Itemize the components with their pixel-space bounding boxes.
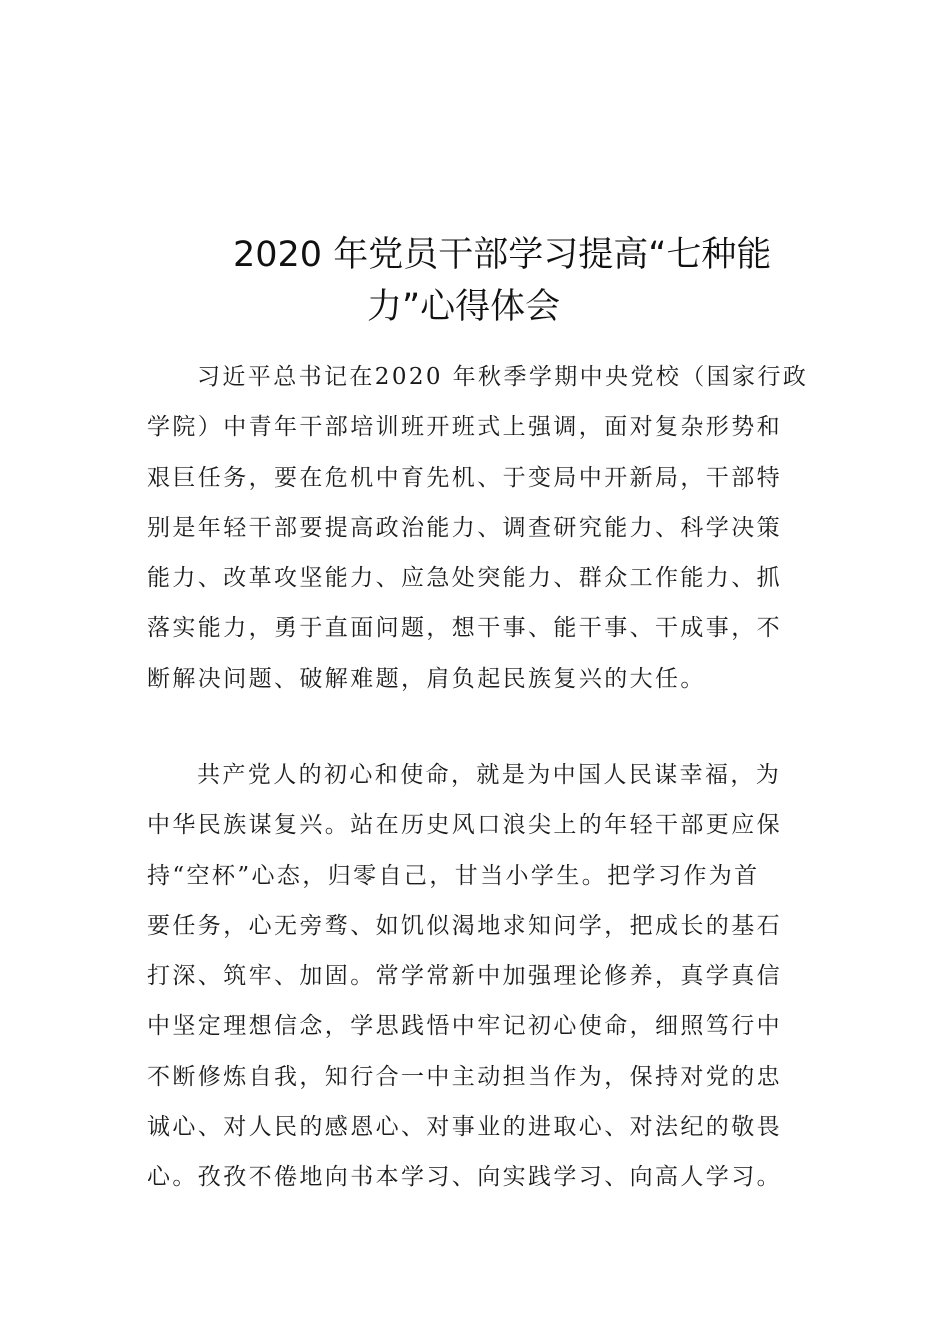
paragraph-line: 艰巨任务，要在危机中育先机、于变局中开新局，干部特	[147, 464, 782, 491]
paragraph-line: 打深、筑牢、加固。常学常新中加强理论修养，真学真信	[147, 963, 782, 990]
paragraph-line: 习近平总书记在2020 年秋季学期中央党校（国家行政	[197, 364, 809, 390]
paragraph-line: 心。孜孜不倦地向书本学习、向实践学习、向高人学习。	[147, 1164, 782, 1191]
paragraph-line: 断解决问题、破解难题，肩负起民族复兴的大任。	[147, 665, 706, 692]
paragraph-line: 中坚定理想信念，学思践悟中牢记初心使命，细照笃行中	[147, 1013, 782, 1040]
paragraph-line: 共产党人的初心和使命，就是为中国人民谋幸福，为	[197, 762, 782, 788]
title-text: 2020 年党员干部学习提高“七种能	[233, 235, 772, 275]
paragraph-line: 诚心、对人民的感恩心、对事业的进取心、对法纪的敬畏	[147, 1114, 782, 1141]
title-text: 力”心得体会	[367, 287, 561, 327]
document-title-line-1	[233, 229, 813, 281]
document-title-line-2	[367, 281, 767, 333]
paragraph-line: 中华民族谋复兴。站在历史风口浪尖上的年轻干部更应保	[147, 812, 782, 839]
paragraph-line: 落实能力，勇于直面问题，想干事、能干事、干成事，不	[147, 615, 782, 642]
paragraph-line: 要任务，心无旁骛、如饥似渴地求知问学，把成长的基石	[147, 912, 782, 939]
paragraph-line: 别是年轻干部要提高政治能力、调查研究能力、科学决策	[147, 514, 782, 541]
paragraph-line: 不断修炼自我，知行合一中主动担当作为，保持对党的忠	[147, 1063, 782, 1090]
paragraph-2	[147, 750, 799, 1203]
paragraph-line: 能力、改革攻坚能力、应急处突能力、群众工作能力、抓	[147, 565, 782, 592]
paragraph-line: 学院）中青年干部培训班开班式上强调，面对复杂形势和	[147, 414, 782, 441]
paragraph-line: 持“空杯”心态，归零自己，甘当小学生。把学习作为首	[147, 862, 760, 889]
paragraph-1	[147, 352, 809, 704]
